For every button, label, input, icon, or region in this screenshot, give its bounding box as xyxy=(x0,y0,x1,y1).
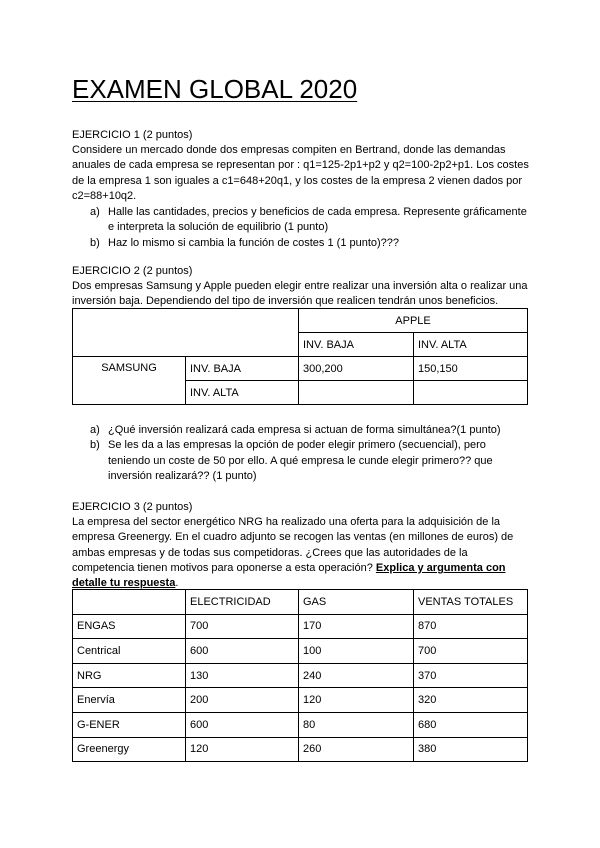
emphasis-text: Explica y argumenta con detalle tu respuesta xyxy=(72,561,506,590)
table-row xyxy=(73,357,528,381)
electricity-value: 120 xyxy=(186,737,299,762)
payoff-cell xyxy=(414,381,528,405)
table-row xyxy=(73,639,528,664)
electricity-value: 700 xyxy=(186,614,299,639)
header-cell: VENTAS TOTALES xyxy=(414,590,528,615)
company-name: G-ENER xyxy=(73,712,186,737)
row-player-label: SAMSUNG xyxy=(73,357,186,405)
list-item xyxy=(72,438,530,484)
gas-value: 80 xyxy=(299,712,414,737)
exercise-1-heading: EJERCICIO 1 (2 puntos) xyxy=(72,129,193,141)
exercise-1-statement: Considere un mercado donde dos empresas compiten en Bertrand, donde las demandas anuales de cada empresa se representan por : q1=125-2p1+p2 y q2=100-2p2+p1. Los costes de la empresa 1 son iguales a c1=648+20q1, y los costes de la empresa 2 vienen dados por c2=88+10q2. xyxy=(72,144,529,202)
header-cell: ELECTRICIDAD xyxy=(186,590,299,615)
item-marker: b) xyxy=(90,439,100,452)
page-title: EXAMEN GLOBAL 2020 xyxy=(72,74,358,104)
table-row xyxy=(73,688,528,713)
payoff-cell: 150,150 xyxy=(414,357,528,381)
exercise-1-questions xyxy=(72,205,530,251)
item-text: Se les da a las empresas la opción de poder elegir primero (secuencial), pero teniendo un coste de 50 por ello. A qué empresa le cunde elegir primero?? que inversión realizará?? (1 punto) xyxy=(108,439,493,482)
gas-value: 260 xyxy=(299,737,414,762)
total-sales-value: 870 xyxy=(414,614,528,639)
item-marker: a) xyxy=(90,424,100,436)
list-item xyxy=(72,236,530,251)
electricity-value: 130 xyxy=(186,663,299,688)
table-row xyxy=(73,712,528,737)
exercise-2-heading: EJERCICIO 2 (2 puntos) xyxy=(72,265,193,277)
gas-value: 170 xyxy=(299,614,414,639)
company-name: Enervía xyxy=(73,688,186,713)
row-strategy-baja: INV. BAJA xyxy=(186,357,299,381)
empty-corner-cell xyxy=(73,309,299,357)
exercise-2-statement: Dos empresas Samsung y Apple pueden elegir entre realizar una inversión alta o realizar una inversión baja. Dependiendo del tipo de inversión que realicen tendrán unos beneficios. xyxy=(72,280,528,308)
item-text: Halle las cantidades, precios y beneficios de cada empresa. Represente gráficamente e interpreta la solución de equilibrio (1 punto) xyxy=(108,206,527,234)
column-strategy-alta: INV. ALTA xyxy=(414,333,528,357)
company-name: NRG xyxy=(73,663,186,688)
statement-text: La empresa del sector energético NRG ha realizado una oferta para la adquisición de la empresa Greenergy. En el cuadro adjunto se recogen las ventas (en millones de euros) de ambas empresas y de todas sus competidoras. ¿Crees que las autoridades de la competencia tienen motivos para oponerse a esta operación? xyxy=(72,516,514,574)
list-item xyxy=(72,423,530,438)
item-marker: b) xyxy=(90,236,100,249)
table-row xyxy=(73,309,528,333)
item-text: ¿Qué inversión realizará cada empresa si actuan de forma simultánea?(1 punto) xyxy=(108,424,501,436)
electricity-value: 600 xyxy=(186,639,299,664)
table-row xyxy=(73,737,528,762)
gas-value: 100 xyxy=(299,639,414,664)
table-row xyxy=(73,663,528,688)
total-sales-value: 380 xyxy=(414,737,528,762)
header-cell: GAS xyxy=(299,590,414,615)
list-item xyxy=(72,205,530,236)
table-row xyxy=(73,614,528,639)
electricity-value: 600 xyxy=(186,712,299,737)
electricity-value: 200 xyxy=(186,688,299,713)
column-strategy-baja: INV. BAJA xyxy=(299,333,414,357)
total-sales-value: 320 xyxy=(414,688,528,713)
statement-end: . xyxy=(175,577,179,590)
exercise-3-statement xyxy=(72,515,530,591)
total-sales-value: 680 xyxy=(414,712,528,737)
payoff-cell: 300,200 xyxy=(299,357,414,381)
company-name: Greenergy xyxy=(73,737,186,762)
payoff-cell xyxy=(299,381,414,405)
gas-value: 120 xyxy=(299,688,414,713)
total-sales-value: 700 xyxy=(414,639,528,664)
company-name: Centrical xyxy=(73,639,186,664)
payoff-table xyxy=(72,308,528,405)
item-marker: a) xyxy=(90,206,100,218)
gas-value: 240 xyxy=(299,663,414,688)
row-strategy-alta: INV. ALTA xyxy=(186,381,299,405)
exercise-3-heading: EJERCICIO 3 (2 puntos) xyxy=(72,501,193,513)
sales-table xyxy=(72,589,528,762)
column-player-label: APPLE xyxy=(299,309,528,333)
header-cell xyxy=(73,590,186,615)
total-sales-value: 370 xyxy=(414,663,528,688)
item-text: Haz lo mismo si cambia la función de costes 1 (1 punto)??? xyxy=(108,236,400,249)
exercise-2-questions xyxy=(72,423,530,484)
table-header-row xyxy=(73,590,528,615)
company-name: ENGAS xyxy=(73,614,186,639)
